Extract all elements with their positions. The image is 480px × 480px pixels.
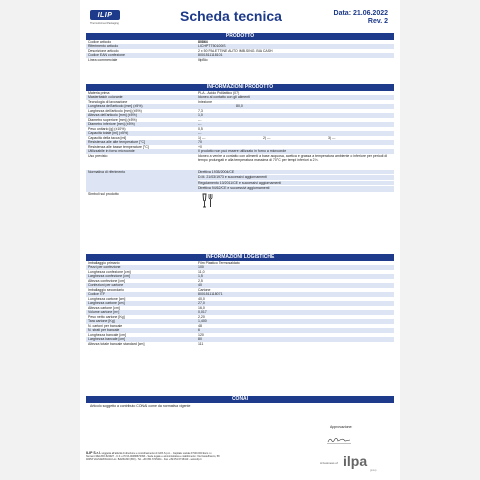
- table-row: Larghezza confezione [cm] 1,5: [86, 274, 394, 279]
- table-row: Imballaggio secondario Cartone: [88, 287, 211, 292]
- normativa-item: Direttiva 1935/2004/CE: [198, 170, 394, 176]
- normativa-item: Direttiva 94/62/CE e successivi aggiornamenti: [198, 186, 270, 190]
- revision-text: Rev. 2: [367, 18, 388, 25]
- normativa-item: D.M. 21/03/1973 e successivi aggiornamenti: [198, 175, 394, 181]
- section-heading-info-prodotto: INFORMAZIONI PRODOTTO: [86, 84, 394, 91]
- table-row: Altezza confezione [cm] 2,5: [88, 278, 203, 283]
- conai-text: Articolo soggetto a contributo CONAI come da normativa vigente: [90, 403, 191, 408]
- info-prodotto-rows: [86, 91, 394, 214]
- table-row: N. cartoni per bancale 48: [88, 323, 202, 328]
- table-row: Utilizzabile in forno microonde Il prodotto non può essere utilizzato in forno a microonde: [86, 149, 394, 154]
- approvals-label: Approvazione:: [330, 425, 353, 429]
- normativa-row: Normativa di riferimento Direttiva 1935/2004/CE D.M. 21/03/1973 e successivi aggiornamenti Regolamento 10/2011/CE e successivi aggiornamenti Direttiva 94/62/CE e successivi aggiornamenti: [86, 170, 394, 192]
- table-row: Diametro superiore [mm] (±5%) ---: [88, 117, 202, 122]
- table-row: Codice articolo 80864: [88, 39, 208, 44]
- section-heading-conai: CONAI: [86, 396, 394, 403]
- glass-fork-icon: [201, 193, 215, 209]
- normativa-item: Regolamento 10/2011/CE e successivi aggiornamenti: [198, 181, 394, 187]
- table-row: Lunghezza confezione [cm] 11,0: [88, 269, 205, 274]
- prodotto-rows: [86, 40, 394, 63]
- section-heading-prodotto: PRODOTTO: [86, 33, 394, 40]
- footer-line-2: Numero REA BO-524027 - C.F. e P.IVA 00486670393 - Sede legale e amministrativa e stabilimento: Via Castelfranco, 58: [86, 455, 220, 459]
- table-row: Imballaggio primario Film Plastico Termosaldato: [88, 260, 240, 265]
- table-row: Larghezza bancale [cm] 80: [86, 337, 394, 342]
- business-of-label: A business of: [320, 461, 338, 465]
- signature-icon: [327, 436, 351, 444]
- table-row: Masterbatch colorante Idoneo al contatto con gli alimenti: [86, 95, 394, 100]
- table-row: Larghezza dell'articolo [mm] (±5%) 7,3: [88, 108, 203, 113]
- table-row: Codice EAN confezione 8001511118101: [86, 53, 394, 58]
- ilip-logo: ILIP: [90, 10, 120, 20]
- table-row: Altezza cartone [cm] 16,0: [88, 305, 205, 310]
- footer-line-3: 40053 VALSAMOGGIA Loc. BAZZANO (BO) - Tel. +39 051 6715411 - Fax +39 051 6715410 - www.ilip.it: [86, 458, 202, 462]
- date-text: Data: 21.06.2022: [333, 10, 388, 17]
- table-row: N. strati per bancale 6: [86, 328, 394, 333]
- table-row: Uso previsto Idoneo a venire a contatto con alimenti a base acquosa, acetica e grassa a temperatura ambiente o inferiore per periodi di tempo prolungati e alla temperatura massima di 70°C per tempi inferiori a 2 h.: [86, 154, 394, 170]
- table-row: Resistenza alle alte temperature [°C] 70: [86, 140, 394, 145]
- table-row: Linea commerciale IlipBio: [88, 57, 208, 62]
- table-row: Altezza totale bancale standard [cm] 111: [88, 341, 204, 346]
- datasheet-page: [80, 0, 400, 480]
- section-conai: [86, 396, 394, 409]
- table-row: Confezioni per cartone 40: [86, 283, 394, 288]
- company-footer: [86, 452, 301, 462]
- table-row: Pezzi per confezione 100: [86, 265, 394, 270]
- capacity-notch-1: 1) ---: [198, 135, 206, 140]
- table-row: Capacità totale [ml] (±5%) ---: [86, 131, 394, 136]
- table-row: Volume cartone [m³] 0,017: [86, 310, 394, 315]
- ilpa-logo: ilpa: [343, 453, 368, 469]
- logo-subtitle: Thermoformed Packaging: [90, 22, 119, 25]
- table-row: Tecnologia di lavorazione Iniezione: [88, 99, 213, 104]
- table-row: Resistenza alle basse temperature [°C] +0: [88, 144, 202, 149]
- table-row: Codice ITF 8001511118071: [86, 292, 394, 297]
- table-row: Diametro inferiore [mm] (±5%) ---: [86, 122, 394, 127]
- section-info-prodotto: [86, 84, 394, 214]
- section-heading-logistica: INFORMAZIONI LOGISTICHE: [86, 254, 394, 261]
- table-row: Lunghezza dell'articolo [mm] (±5%) 80,0: [86, 104, 394, 109]
- simboli-row: Simboli sul prodotto: [86, 192, 394, 214]
- table-row: Descrizione articolo 2 x 50 PALETTINE AUTO IMB.SING. BIA CASH: [88, 48, 273, 53]
- table-row: Riferimento articolo LICHPTT50100IS: [86, 44, 394, 49]
- capacity-notch-3: 3) ---: [328, 135, 336, 140]
- table-row: Larghezza cartone [cm] 27,0: [86, 301, 394, 306]
- capacity-notch-2: 2) ---: [263, 135, 271, 140]
- ilpa-group-label: group: [370, 469, 377, 472]
- section-prodotto: [86, 33, 394, 62]
- table-row: Altezza dell'articolo [mm] (±5%) 1,0: [86, 113, 394, 118]
- page-title: Scheda tecnica: [180, 8, 282, 24]
- table-row: Tara cartone [Kg] 1,400: [86, 319, 394, 324]
- document-date: [334, 10, 388, 26]
- table-row: Materia prima PLA - Acido Polilattico (07): [88, 90, 240, 95]
- table-row: Peso unitario [g] (±10%) 0,5: [88, 126, 203, 131]
- food-contact-symbol: [201, 193, 215, 211]
- table-row: Lunghezza cartone [cm] 40,0: [88, 296, 205, 301]
- table-row: Lunghezza bancale [cm] 120: [88, 332, 204, 337]
- logistica-rows: [86, 261, 394, 347]
- footer-line-1: soggetta all'attività di direzione e coordinamento di ILPA S.p.A. - Capitale sociale € 500.000 Euro i.v.: [101, 452, 213, 455]
- section-logistica: [86, 254, 394, 346]
- table-row: Peso netto cartone [Kg] 2,20: [88, 314, 205, 319]
- table-row: Capacità della tacca [ml] 1) --- 2) --- 3) ---: [86, 136, 394, 141]
- company-name: ILIP S.r.l.: [86, 451, 101, 455]
